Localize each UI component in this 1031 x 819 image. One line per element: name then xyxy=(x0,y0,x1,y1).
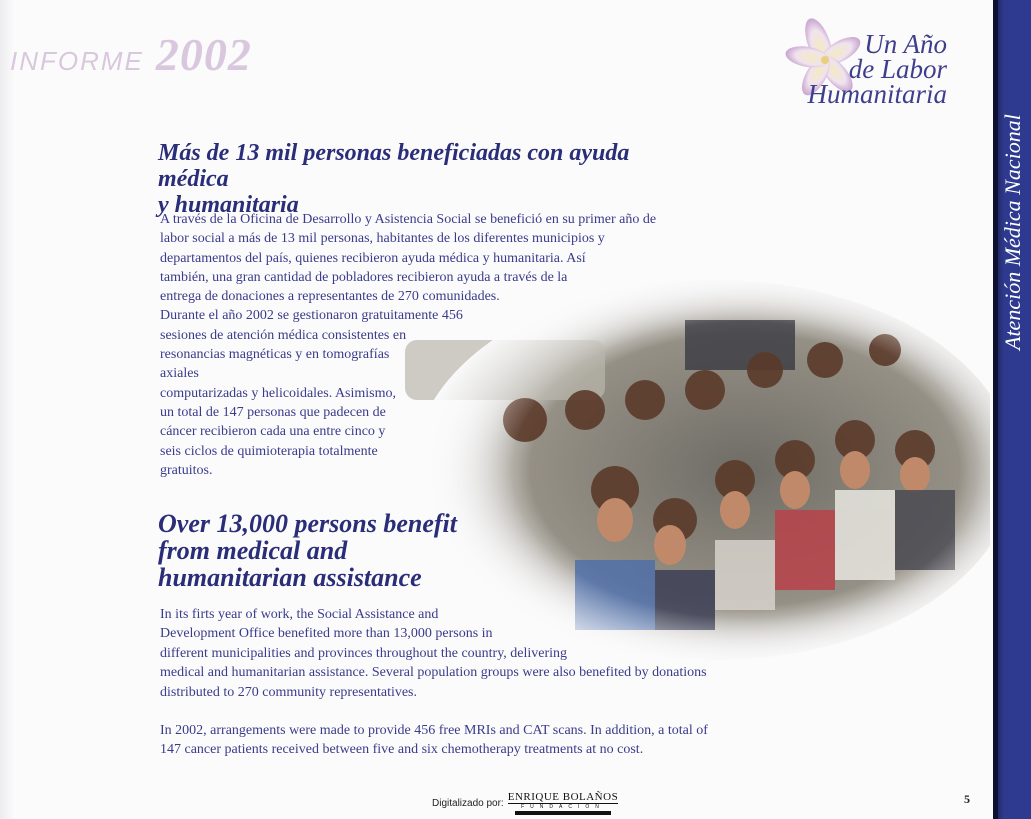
spanish-line: entrega de donaciones a representantes de 270 comunidades. xyxy=(160,289,500,305)
english-line: In its firts year of work, the Social Assistance and xyxy=(160,607,439,622)
foundation-name: ENRIQUE BOLAÑOS xyxy=(507,791,619,803)
spanish-line: seis ciclos de quimioterapia totalmente xyxy=(160,443,378,459)
report-year: 2002 xyxy=(155,29,252,80)
tagline-line-1: Un Año xyxy=(864,29,947,59)
spanish-line: cáncer recibieron cada una entre cinco y xyxy=(160,424,386,440)
english-heading-line-3: humanitarian assistance xyxy=(158,563,422,592)
english-line: different municipalities and provinces throughout the country, delivering xyxy=(160,645,568,661)
spanish-line: un total de 147 personas que padecen de xyxy=(160,404,386,420)
spanish-line: también, una gran cantidad de pobladores recibieron ayuda a través de la xyxy=(160,269,568,285)
english-heading-line-1: Over 13,000 persons benefit xyxy=(158,509,457,538)
english-heading-line-2: from medical and xyxy=(158,536,348,565)
tagline-line-3: Humanitaria xyxy=(807,79,947,109)
english-heading xyxy=(158,510,458,591)
english-paragraph-1 xyxy=(160,605,720,702)
page-edge-shadow xyxy=(0,0,14,819)
logo-bar xyxy=(515,811,611,815)
spanish-line: computarizadas y helicoidales. Asimismo, xyxy=(160,385,397,401)
spanish-line: resonancias magnéticas y en tomografías axiales xyxy=(160,347,390,382)
crowd-photo xyxy=(385,280,990,660)
foundation-logo xyxy=(508,791,618,815)
spanish-line: A través de la Oficina de Desarrollo y Asistencia Social se benefició en su primer año de xyxy=(160,212,657,227)
tagline-line-2: de Labor xyxy=(848,54,947,84)
page-number: 5 xyxy=(964,792,970,806)
spanish-heading-line-2: y humanitaria xyxy=(158,192,299,218)
english-line: 147 cancer patients received between five and six chemotherapy treatments at no cost. xyxy=(160,742,644,758)
spanish-heading-line-1: Más de 13 mil personas beneficiadas con ayuda médica xyxy=(158,140,630,192)
report-title xyxy=(10,28,252,81)
english-line: Development Office benefited more than 13,000 persons in xyxy=(160,626,493,642)
spanish-line: gratuitos. xyxy=(160,462,213,478)
foundation-sub: FUNDACIÓN xyxy=(521,804,605,810)
english-line: medical and humanitarian assistance. Several population groups were also benefited by donations xyxy=(160,665,707,681)
english-line: distributed to 270 community representatives. xyxy=(160,684,418,700)
side-band-text: Atención Médica Nacional xyxy=(1000,114,1025,350)
tagline xyxy=(807,29,947,109)
english-body xyxy=(160,605,720,779)
spanish-line: departamentos del país, quienes recibieron ayuda médica y humanitaria. Así xyxy=(160,250,586,266)
spanish-line: sesiones de atención médica consistentes en xyxy=(160,327,407,343)
spanish-line: labor social a más de 13 mil personas, habitantes de los diferentes municipios y xyxy=(160,231,605,247)
english-paragraph-2 xyxy=(160,721,720,760)
spanish-heading xyxy=(158,140,678,218)
spanish-line: Durante el año 2002 se gestionaron gratuitamente 456 xyxy=(160,308,463,324)
english-line: In 2002, arrangements were made to provide 456 free MRIs and CAT scans. In addition, a total of xyxy=(160,723,708,739)
digitized-label: Digitalizado por: xyxy=(432,797,504,809)
footer xyxy=(432,790,618,816)
report-word: INFORME xyxy=(10,46,144,76)
